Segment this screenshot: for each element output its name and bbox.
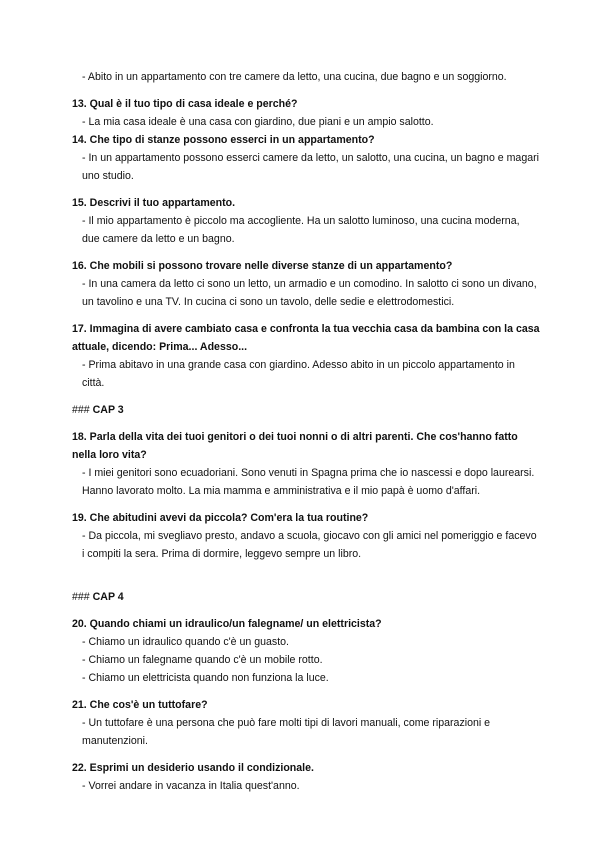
question-title: 15. Descrivi il tuo appartamento. [72, 197, 236, 209]
answer-line: - Prima abitavo in una grande casa con giardino. Adesso abito in un piccolo appartamento in città. [82, 359, 515, 389]
answer-line: - Chiamo un elettricista quando non funziona la luce. [82, 672, 329, 684]
question-title: 18. Parla della vita dei tuoi genitori o dei tuoi nonni o di altri parenti. Che cos'hanno fatto nella loro vita? [72, 431, 518, 461]
question-block-20 [72, 615, 540, 687]
section-hash: ### [72, 591, 90, 603]
section-hash: ### [72, 404, 90, 416]
question-block-18 [72, 428, 540, 500]
question-title: 16. Che mobili si possono trovare nelle diverse stanze di un appartamento? [72, 260, 453, 272]
answer-line: - In un appartamento possono esserci camere da letto, un salotto, una cucina, un bagno e magari uno studio. [82, 152, 539, 182]
answer-line: - In una camera da letto ci sono un letto, un armadio e un comodino. In salotto ci sono un divano, un tavolino e una TV. In cucina ci sono un tavolo, delle sedie e elettrodomestici. [82, 278, 537, 308]
answer-line: - Un tuttofare è una persona che può fare molti tipi di lavori manuali, come riparazioni e manutenzioni. [82, 717, 491, 747]
question-block-19 [72, 509, 540, 563]
question-title: 14. Che tipo di stanze possono esserci in un appartamento? [72, 134, 375, 146]
question-title: 22. Esprimi un desiderio usando il condizionale. [72, 762, 314, 774]
question-title: 17. Immagina di avere cambiato casa e confronta la tua vecchia casa da bambina con la casa attuale, dicendo: Prima... Adesso... [72, 323, 540, 353]
question-block-13 [72, 95, 540, 131]
question-block-17 [72, 320, 540, 392]
answer-line: - Abito in un appartamento con tre camere da letto, una cucina, due bagno e un soggiorno. [82, 71, 507, 83]
section-label: CAP 3 [92, 404, 124, 416]
question-title: 20. Quando chiami un idraulico/un falegname/ un elettricista? [72, 618, 382, 630]
question-title: 21. Che cos'è un tuttofare? [72, 699, 208, 711]
answer-line: - Il mio appartamento è piccolo ma accogliente. Ha un salotto luminoso, una cucina moderna, due camere da letto e un bagno. [82, 215, 520, 245]
answer-line: - Vorrei andare in vacanza in Italia quest'anno. [82, 780, 300, 792]
question-title: 19. Che abitudini avevi da piccola? Com'era la tua routine? [72, 512, 369, 524]
question-block-16 [72, 257, 540, 311]
section-heading-cap3 [72, 401, 540, 419]
question-block-15 [72, 194, 540, 248]
answer-line: - Da piccola, mi svegliavo presto, andavo a scuola, giocavo con gli amici nel pomeriggio e facevo i compiti la sera. Prima di dormire, leggevo sempre un libro. [82, 530, 537, 560]
answer-line: - Chiamo un falegname quando c'è un mobile rotto. [82, 654, 323, 666]
question-block-14 [72, 131, 540, 185]
section-label: CAP 4 [92, 591, 124, 603]
answer-line: - I miei genitori sono ecuadoriani. Sono venuti in Spagna prima che io nascessi e dopo laurearsi. Hanno lavorato molto. La mia mamma e amministrativa e il mio papà è uomo d'affari. [82, 467, 535, 497]
question-block-22 [72, 759, 540, 795]
answer-line: - La mia casa ideale è una casa con giardino, due piani e un ampio salotto. [82, 116, 434, 128]
answer-line: - Chiamo un idraulico quando c'è un guasto. [82, 636, 289, 648]
question-title: 13. Qual è il tuo tipo di casa ideale e perché? [72, 98, 298, 110]
question-block-21 [72, 696, 540, 750]
section-heading-cap4 [72, 588, 540, 606]
